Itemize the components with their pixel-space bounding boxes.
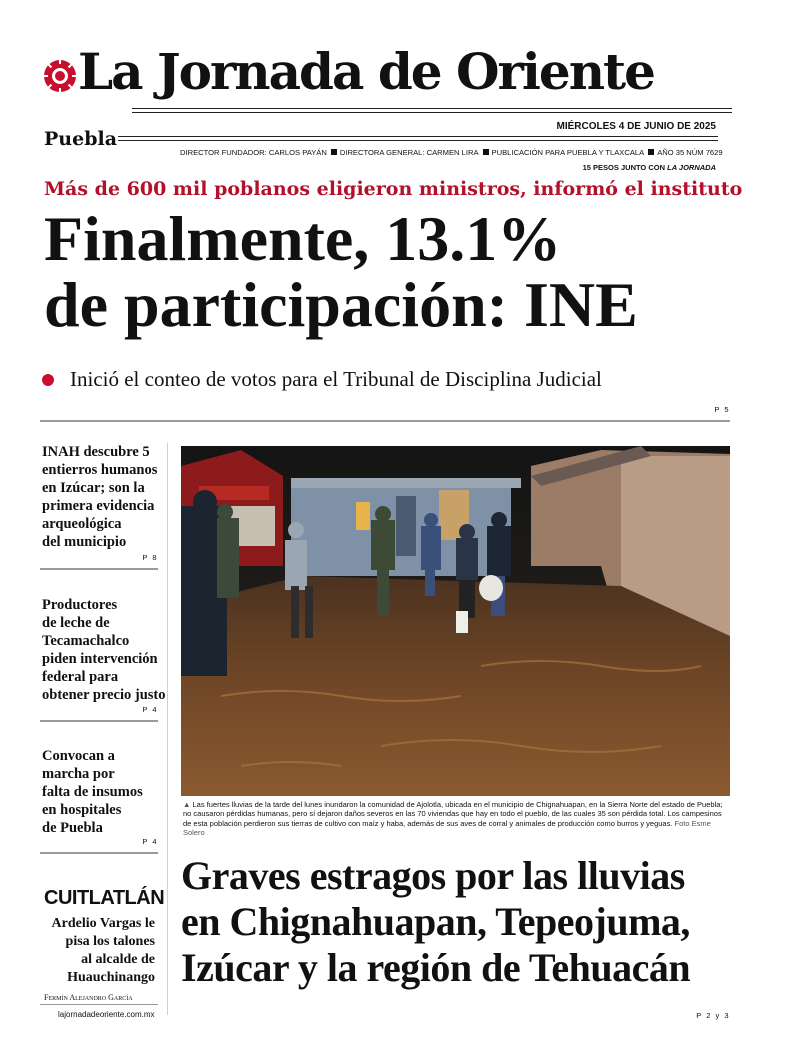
issue-date: MIÉRCOLES 4 DE JUNIO DE 2025 [556, 121, 716, 132]
photo-credit: Foto Esme Solero [183, 818, 711, 838]
price-text: 15 PESOS JUNTO CON [582, 163, 666, 172]
credit-issue: AÑO 35 NÚM 7629 [657, 148, 723, 157]
side-story-line: INAH descubre 5 [42, 444, 150, 460]
price-line [480, 163, 716, 172]
column-line: pisa los talones [65, 934, 155, 949]
side-story-page-ref: P 4 [142, 837, 158, 846]
bottom-headline-line: Izúcar y la región de Tehuacán [181, 945, 691, 990]
side-story-line: de Puebla [42, 820, 103, 836]
side-story-line: obtener precio justo [42, 687, 166, 703]
lead-headline-line: de participación: INE [44, 269, 638, 340]
side-divider [40, 720, 158, 722]
side-divider [40, 568, 158, 570]
column-headline[interactable] [40, 915, 155, 987]
side-story-line: marcha por [42, 766, 115, 782]
side-story-line: falta de insumos [42, 784, 143, 800]
masthead-rule [132, 112, 732, 113]
bottom-headline[interactable] [181, 853, 741, 991]
side-story-line: en Izúcar; son la [42, 480, 145, 496]
date-rule [118, 136, 718, 137]
column-divider [167, 443, 168, 1015]
photo-caption [183, 800, 731, 838]
side-story-marcha[interactable] [42, 747, 167, 837]
edition-city: Puebla [44, 128, 118, 150]
section-divider [40, 420, 730, 422]
bottom-headline-line: en Chignahuapan, Tepeojuma, [181, 899, 690, 944]
bottom-page-ref: P 2 y 3 [696, 1011, 730, 1020]
side-story-line: primera evidencia [42, 498, 155, 514]
lead-page-ref: P 5 [714, 405, 730, 414]
lead-kicker: Más de 600 mil poblanos eligieron ministros, informó el instituto [44, 178, 743, 200]
column-line: Huauchinango [67, 970, 155, 985]
side-story-page-ref: P 4 [142, 705, 158, 714]
side-story-page-ref: P 8 [142, 553, 158, 562]
side-story-line: Convocan a [42, 748, 115, 764]
side-story-line: de leche de [42, 615, 110, 631]
lead-subhead: Inició el conteo de votos para el Tribunal de Disciplina Judicial [70, 367, 602, 391]
credit-founder: DIRECTOR FUNDADOR: CARLOS PAYÁN [180, 148, 327, 157]
column-author: Fermín Alejandro García [44, 993, 133, 1002]
side-story-line: federal para [42, 669, 119, 685]
column-line: Ardelio Vargas le [51, 916, 155, 931]
side-story-line: del municipio [42, 534, 127, 550]
credit-publication: PUBLICACIÓN PARA PUEBLA Y TLAXCALA [491, 148, 645, 157]
credits-line [180, 148, 723, 157]
lead-headline-line: Finalmente, 13.1% [44, 203, 562, 274]
side-story-line: piden intervención [42, 651, 158, 667]
credit-director: DIRECTORA GENERAL: CARMEN LIRA [339, 148, 479, 157]
column-line: al alcalde de [81, 952, 155, 967]
side-divider [40, 852, 158, 854]
column-name: CUITLATLÁN [44, 887, 165, 909]
footer-rule [40, 1004, 158, 1005]
side-story-line: entierros humanos [42, 462, 158, 478]
bottom-headline-line: Graves estragos por las lluvias [181, 853, 685, 898]
price-paper: LA JORNADA [667, 163, 716, 172]
masthead-rule [132, 108, 732, 109]
caption-text: Las fuertes lluvias de la tarde del lunes inundaron la comunidad de Ajolotla, ubicada en el municipio de Chignahuapan, en la Sierra Norte del estado de Puebla; no causaron pérdidas humanas, pero sí dejaron daños severos en las 70 viviendas que hay en todo el pueblo, de las cuales 35 son pérdida total. Los campesinos de esta población perdieron sus tierras de cultivo con maíz y haba, además de sus aves de corral y animales de producción como burros y yeguas. [183, 800, 723, 828]
flood-photo [181, 446, 730, 796]
side-story-inah[interactable] [42, 443, 167, 551]
caption-triangle-icon: ▲ [183, 800, 193, 809]
side-story-line: Productores [42, 597, 118, 613]
side-story-line: en hospitales [42, 802, 122, 818]
lead-headline [44, 203, 744, 340]
date-rule [118, 140, 718, 141]
sun-gear-logo [42, 58, 78, 94]
side-story-line: arqueológica [42, 516, 122, 532]
website-url[interactable]: lajornadadeoriente.com.mx [58, 1010, 155, 1019]
side-story-line: Tecamachalco [42, 633, 130, 649]
side-story-productores[interactable] [42, 596, 167, 704]
red-bullet [42, 374, 54, 386]
masthead-title: La Jornada de Oriente [78, 42, 654, 101]
